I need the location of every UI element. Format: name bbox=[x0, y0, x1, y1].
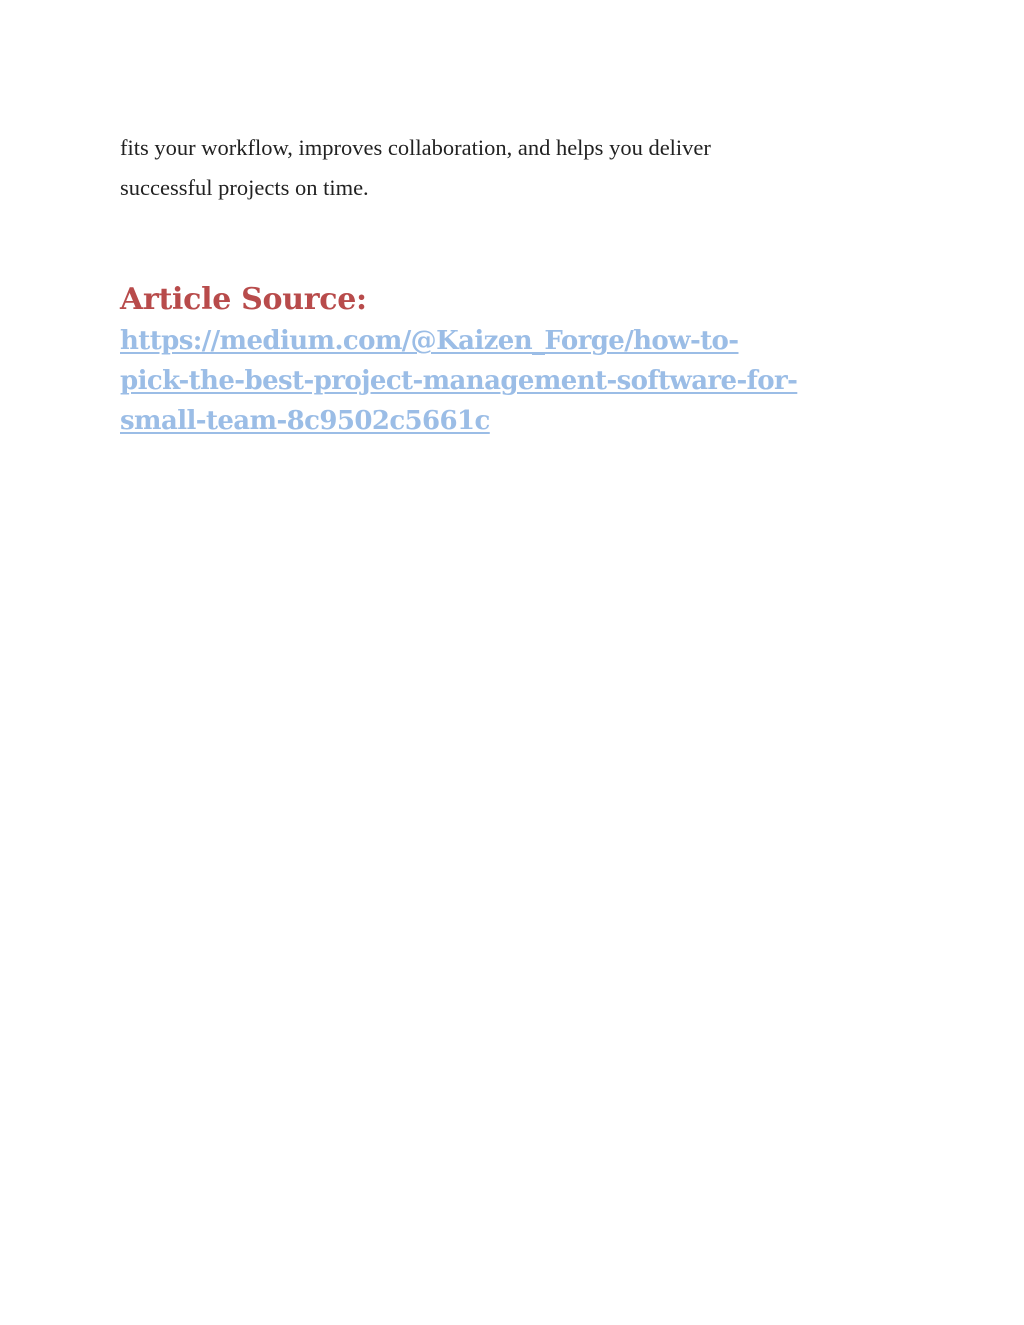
article-source-link[interactable] bbox=[120, 321, 880, 441]
body-line: fits your workflow, improves collaboration, and helps you deliver bbox=[120, 135, 711, 160]
source-link-line: https://medium.com/@Kaizen_Forge/how-to- bbox=[120, 326, 739, 356]
article-source-heading: Article Source: bbox=[120, 282, 367, 317]
body-line: successful projects on time. bbox=[120, 175, 369, 200]
source-link-line: pick-the-best-project-management-software-for- bbox=[120, 366, 798, 396]
source-link-line: small-team-8c9502c5661c bbox=[120, 406, 490, 436]
body-paragraph bbox=[120, 128, 900, 208]
article-source-section bbox=[120, 279, 920, 441]
